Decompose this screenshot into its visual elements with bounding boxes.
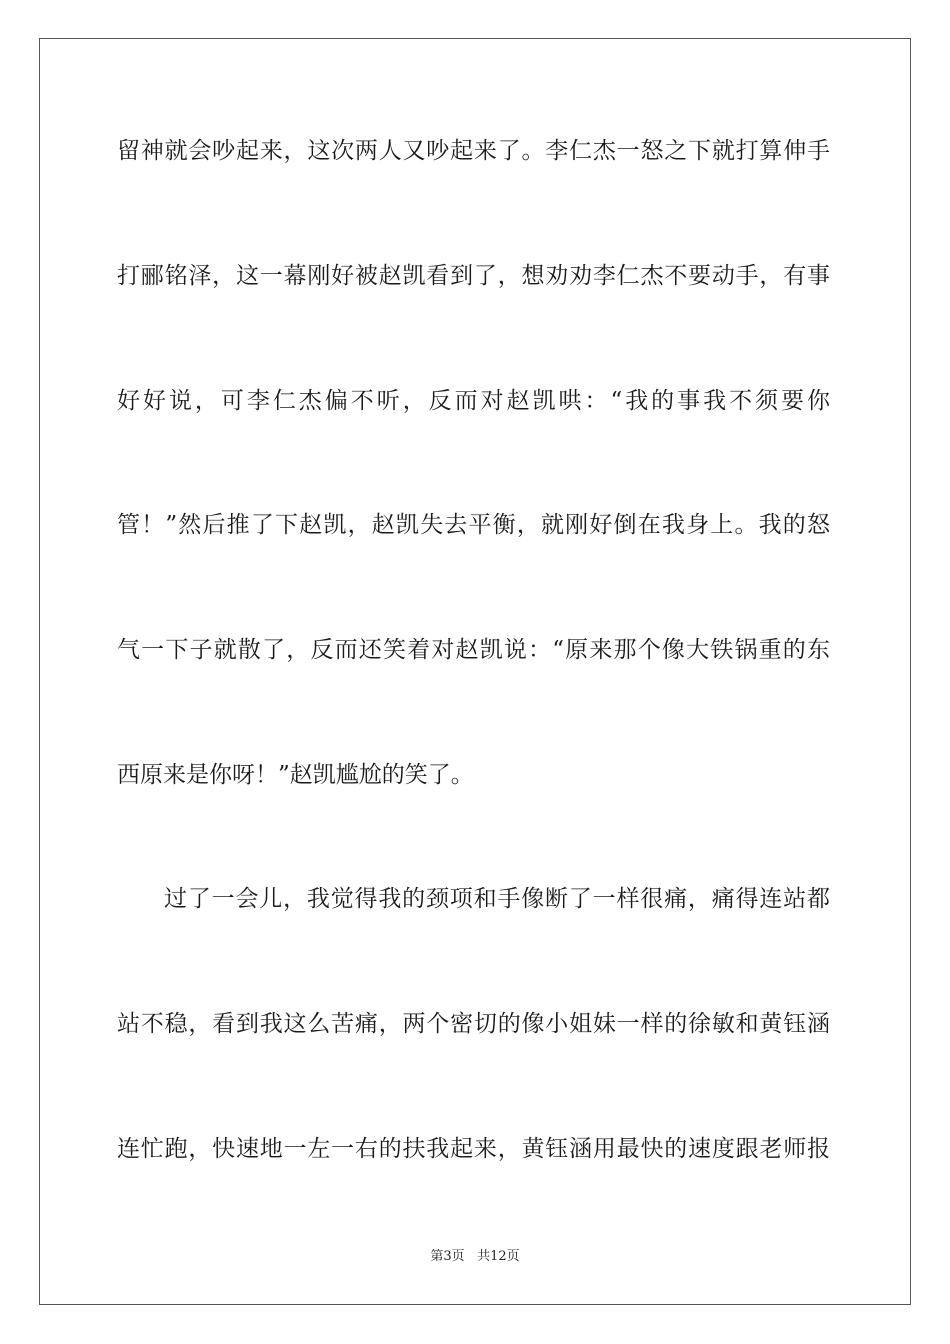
total-pages: 共12页 <box>477 1249 520 1264</box>
text-line: 好好说，可李仁杰偏不听，反而对赵凯哄：“我的事我不须要你 <box>117 388 830 414</box>
page-border <box>39 38 911 1305</box>
text-line: 气一下子就散了，反而还笑着对赵凯说：“原来那个像大铁锅重的东 <box>117 637 830 663</box>
paragraph-first-line: 过了一会儿，我觉得我的颈项和手像断了一样很痛，痛得连站都 <box>164 886 830 912</box>
text-line: 打郦铭泽，这一幕刚好被赵凯看到了，想劝劝李仁杰不要动手，有事 <box>117 263 830 289</box>
page-footer <box>0 1245 950 1264</box>
text-line: 西原来是你呀！”赵凯尴尬的笑了。 <box>117 762 474 788</box>
text-line: 留神就会吵起来，这次两人又吵起来了。李仁杰一怒之下就打算伸手 <box>117 138 830 164</box>
text-line: 站不稳，看到我这么苦痛，两个密切的像小姐妹一样的徐敏和黄钰涵 <box>117 1011 830 1037</box>
text-line: 管！”然后推了下赵凯，赵凯失去平衡，就刚好倒在我身上。我的怒 <box>117 512 830 538</box>
text-line: 连忙跑，快速地一左一右的扶我起来，黄钰涵用最快的速度跟老师报 <box>117 1136 830 1162</box>
page-number: 第3页 <box>430 1249 465 1264</box>
